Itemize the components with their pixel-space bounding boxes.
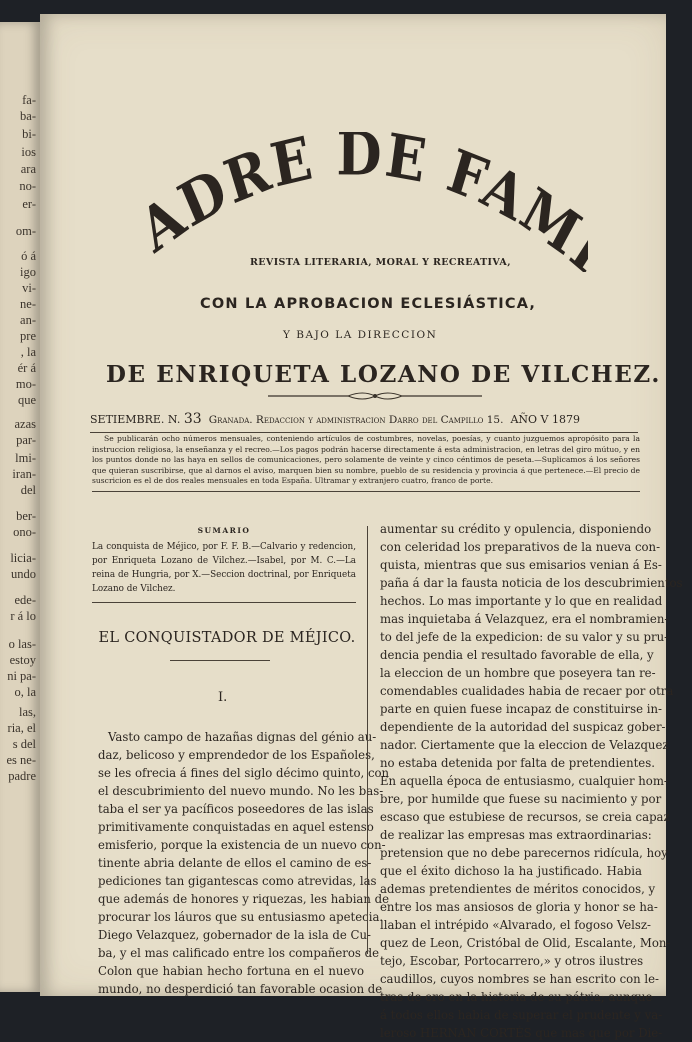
article-line: ademas pretendientes de méritos conocidos, y (380, 882, 656, 896)
facing-page-fragment: iran- (12, 467, 36, 481)
article-line: taba el ser ya pacíficos poseedores de las islas (98, 802, 374, 816)
facing-page-fragment: igo (20, 265, 36, 279)
issue-details: Granada. Redaccion y administracion Darro del Campillo 15. (208, 414, 504, 426)
facing-page-fragment: ni pa- (7, 669, 36, 683)
issue-year: AÑO V 1879 (510, 413, 580, 426)
facing-page-fragment: r á lo (10, 609, 36, 623)
article-line: pediciones tan gigantescas como atrevidas, las (98, 874, 377, 888)
article-line: aumentar su crédito y opulencia, disponiendo (380, 522, 652, 536)
sumario-box (92, 520, 356, 603)
sumario-text: La conquista de Méjico, por F. F. B.—Calvario y redencion, por Enriqueta Lozano de Vilchez.—Isabel, por M. C.—La reina de Hungria, por X.—Seccion doctrinal, por Enriqueta Lozano de Vilchez. (92, 542, 356, 594)
facing-page-fragment: ba- (20, 109, 36, 123)
facing-page-fragment: mo- (15, 377, 36, 391)
facing-page-fragment: ios (21, 145, 36, 159)
article-line: nador. Ciertamente que la eleccion de Velazquez (380, 738, 669, 752)
facing-page-fragment: ria, el (7, 721, 36, 735)
article-line: quista, mientras que sus emisarios venian á Es- (380, 558, 662, 572)
article-line: la eleccion de un hombre que poseyera tan re- (380, 666, 656, 680)
sumario-rule (92, 602, 356, 603)
newspaper-page (40, 14, 683, 1040)
facing-page-fragment: vi- (22, 281, 36, 295)
article-line: ba, y el mas calificado entre los compañeros de (98, 946, 380, 960)
masthead-title (128, 132, 588, 272)
article-line: parte en quien fuese incapaz de constituirse in- (380, 702, 662, 716)
subscription-notice: Se publicarán ocho números mensuales, conteniendo artículos de costumbres, novelas, poesías, y cuanto juzguemos apropósito para la instruccion religiosa, la enseñanza y el recreo.—Los pagos podrán hacerse directamente á esta administracion, en letras del giro mútuo, y en los puntos donde no las haya en sellos de comunicaciones, pero solamente de veinte y cinco céntimos de peseta.—Suplicamos á los señores que quieran suscribirse, que al darnos el aviso, marquen bien su nombre, pueblo de su residencia y provincia á que pertenece.—El precio de suscricion es el de dos reales mensuales en toda España. Ultramar y extranjero cuatro, franco de porte. (92, 434, 640, 492)
article-line: emisferio, porque la existencia de un nuevo con- (98, 838, 386, 852)
article-column-left (98, 728, 390, 998)
article-line: á todos ellos habia de superar el prudente y va- (380, 1008, 663, 1022)
facing-page-edge (0, 22, 42, 992)
subtitle: REVISTA LITERARIA, MORAL Y RECREATIVA, (250, 257, 511, 268)
article-line: llaban el intrépido «Alvarado, el fogoso Velsz- (380, 918, 651, 932)
facing-page-fragment: lmi- (15, 451, 36, 465)
facing-page-fragment: las, (18, 705, 36, 719)
facing-page-fragment: o las- (8, 637, 36, 651)
issue-line (90, 411, 638, 433)
article-line: pretension que no debe parecernos ridícula, hoy (380, 846, 668, 860)
article-line: to del jefe de la expedicion: de su valor y su pru- (380, 630, 669, 644)
article-column-right (380, 520, 683, 1042)
facing-page-fragment: es ne- (6, 753, 36, 767)
masthead-title-text: ADRE DE FAM (129, 132, 588, 271)
article-line: Diego Velazquez, gobernador de la isla de Cu- (98, 928, 371, 942)
article-line: tras de oro en la historia de su pátria; aunque (380, 990, 653, 1004)
facing-page-fragment: ber- (16, 509, 36, 523)
facing-page-fragment: an- (20, 313, 36, 327)
masthead-arched-title (128, 132, 588, 272)
article-line: procurar los láuros que su entusiasmo apetecia. (98, 910, 384, 924)
facing-page-fragment: licia- (10, 551, 36, 565)
article-line: entre los mas ansiosos de gloria y honor se ha- (380, 900, 658, 914)
facing-page-fragment: er- (22, 197, 36, 211)
article-line: que además de honores y riquezas, les habian de (98, 892, 390, 906)
facing-page-fragment: no- (19, 179, 36, 193)
facing-page-fragment: undo (11, 567, 36, 581)
facing-page-fragment: ono- (13, 525, 36, 539)
article-line: bre, por humilde que fuese su nacimiento y por (380, 792, 662, 806)
issue-month: SETIEMBRE. N. (90, 413, 181, 426)
facing-page-fragment: ér á (17, 361, 36, 375)
article-line: que el éxito dichoso la ha justificado. Habia (380, 864, 642, 878)
facing-page-fragment: que (17, 393, 36, 407)
approval-line: CON LA APROBACION ECLESIÁSTICA, (200, 296, 537, 312)
article-line: el descubrimiento del nuevo mundo. No les bas- (98, 784, 384, 798)
article-line: dependiente de la autoridad del suspicaz gober- (380, 720, 666, 734)
facing-page-fragment: pre (20, 329, 36, 343)
direction-line: Y BAJO LA DIRECCION (283, 329, 438, 341)
column-divider (367, 526, 368, 954)
facing-page-fragment: ede- (14, 593, 36, 607)
facing-page-fragment: , la (20, 345, 36, 359)
title-rule (170, 660, 270, 661)
article-line: de realizar las empresas mas extraordinarias: (380, 828, 652, 842)
article-line: se les ofrecia á fines del siglo décimo quinto, con (98, 766, 390, 780)
article-line: primitivamente conquistadas en aquel estenso (98, 820, 374, 834)
facing-page-fragment: om- (15, 224, 36, 238)
article-line: hechos. Lo mas importante y lo que en realidad (380, 594, 663, 608)
article-line: daz, belicoso y emprendedor de los Españoles, (98, 748, 375, 762)
facing-page-fragment: estoy (9, 653, 36, 667)
article-line: escaso que estubiese de recursos, se creia capaz (380, 810, 670, 824)
sumario-heading: SUMARIO (197, 526, 251, 535)
article-line: con celeridad los preparativos de la nueva con- (380, 540, 661, 554)
section-number: I. (218, 690, 228, 705)
facing-page-fragment: par- (16, 433, 36, 447)
article-line: no estaba detenida por falta de pretendientes. (380, 756, 655, 770)
article-line: leroso HERNAN CORTÉS que mas que por Die- (380, 1026, 663, 1040)
facing-page-fragment: del (20, 483, 36, 497)
article-line: dencia pendia el resultado favorable de ella, y (380, 648, 654, 662)
article-line: tejo, Escobar, Portocarrero,» y otros ilustres (380, 954, 644, 968)
article-title: EL CONQUISTADOR DE MÉJICO. (98, 630, 356, 646)
issue-number: 33 (183, 411, 202, 427)
article-line: quez de Leon, Cristóbal de Olid, Escalante, Mon- (380, 936, 671, 950)
facing-page-fragment: padre (8, 769, 36, 783)
article-line: caudillos, cuyos nombres se han escrito con le- (380, 972, 659, 986)
facing-page-fragment: bi- (22, 127, 36, 141)
director-name: DE ENRIQUETA LOZANO DE VILCHEZ. (106, 361, 661, 388)
facing-page-fragment: s del (12, 737, 36, 751)
facing-page-fragment: fa- (22, 93, 36, 107)
facing-page-fragment: ara (20, 162, 36, 176)
svg-text:LA MADRE DE FAMILIA, (128, 132, 588, 272)
article-line: En aquella época de entusiasmo, cualquier hom- (380, 774, 668, 788)
facing-page-fragment: ó á (21, 249, 36, 263)
article-line: comendables cualidades habia de recaer por otra (380, 684, 674, 698)
article-line: Colon que habian hecho fortuna en el nuevo (98, 964, 364, 978)
facing-page-fragment: azas (14, 417, 36, 431)
article-line: tinente abria delante de ellos el camino de es- (98, 856, 372, 870)
facing-page-fragment: o, la (14, 685, 36, 699)
article-line: paña á dar la fausta noticia de los descubrimientos (380, 576, 683, 590)
article-line: mundo, no desperdició tan favorable ocasion de (98, 982, 383, 996)
article-line: mas inquietaba á Velazquez, era el nombramien- (380, 612, 669, 626)
ornamental-rule (268, 390, 482, 402)
facing-page-fragment: ne- (20, 297, 36, 311)
article-line: Vasto campo de hazañas dignas del génio au- (108, 730, 377, 744)
